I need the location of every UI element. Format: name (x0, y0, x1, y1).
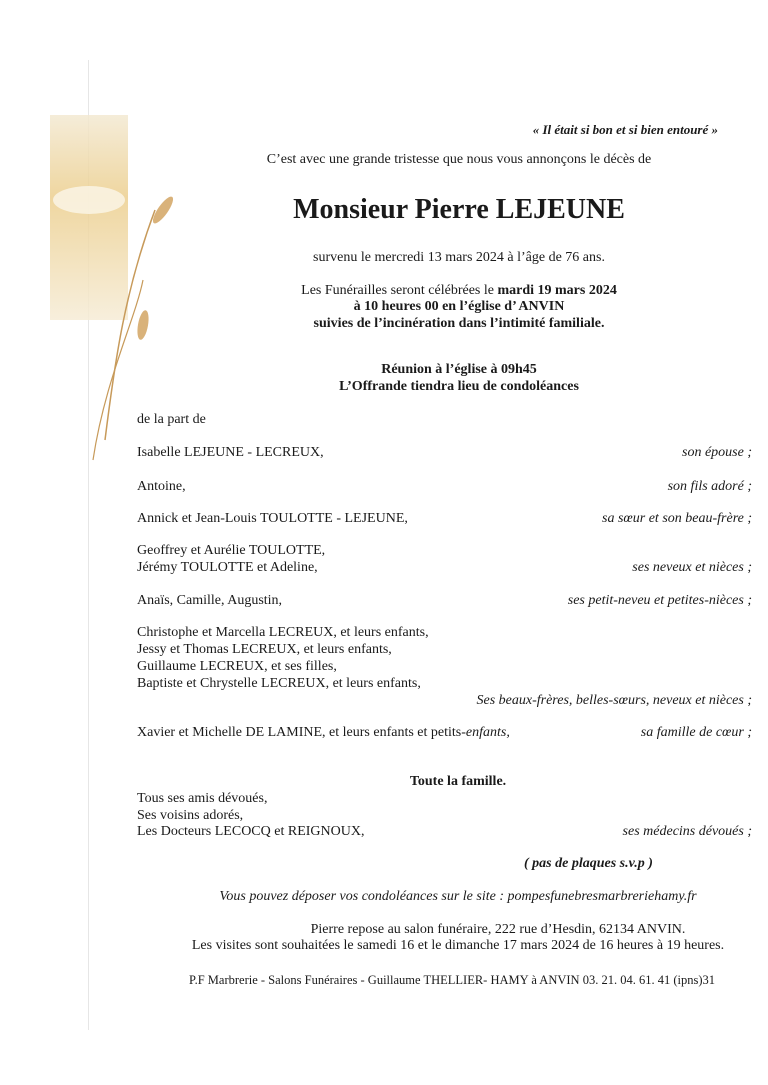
family-relation: ses neveux et nièces ; (632, 560, 752, 575)
whole-family: Toute la famille. (409, 774, 507, 789)
footer-funeral-home: P.F Marbrerie - Salons Funéraires - Guillaume THELLIER- HAMY à ANVIN 03. 21. 04. 61. 41 (ipns)31 (189, 973, 715, 987)
funeral-date: mardi 19 mars 2024 (497, 283, 617, 298)
funeral-line-3: suivies de l’incinération dans l’intimité familiale. (313, 316, 605, 331)
meeting-line-2: L’Offrande tiendra lieu de condoléances (339, 379, 579, 394)
intro-text: C’est avec une grande tristesse que nous vous annonçons le décès de (266, 152, 652, 167)
rest-place: Pierre repose au salon funéraire, 222 rue d’Hesdin, 62134 ANVIN. (310, 922, 686, 937)
friends-line: Ses voisins adorés, (137, 808, 244, 823)
family-name: Isabelle LEJEUNE - LECREUX, (137, 445, 324, 460)
family-relation: sa sœur et son beau-frère ; (602, 511, 752, 526)
no-plaques-note: ( pas de plaques s.v.p ) (524, 856, 653, 871)
family-name: Baptiste et Chrystelle LECREUX, et leurs enfants, (137, 676, 421, 691)
friends-line: Tous ses amis dévoués, (137, 791, 268, 806)
family-relation: ses petit-neveu et petites-nièces ; (567, 593, 752, 608)
family-name: Jessy et Thomas LECREUX, et leurs enfants, (137, 642, 392, 657)
family-name: Guillaume LECREUX, et ses filles, (137, 659, 337, 674)
family-name: Anaïs, Camille, Augustin, (137, 593, 283, 608)
friends-line: Les Docteurs LECOCQ et REIGNOUX, (137, 824, 365, 839)
doctors-relation: ses médecins dévoués ; (622, 824, 752, 839)
deceased-name: Monsieur Pierre LEJEUNE (293, 194, 625, 225)
family-name: Antoine, (137, 479, 186, 494)
condolences-note: Vous pouvez déposer vos condoléances sur le site : pompesfunebresmarbreriehamy.fr (219, 889, 697, 904)
funeral-line-1 (301, 283, 617, 299)
family-name (137, 725, 510, 741)
family-name: Christophe et Marcella LECREUX, et leurs enfants, (137, 625, 429, 640)
family-relation: son fils adoré ; (667, 479, 752, 494)
family-name: Geoffrey et Aurélie TOULOTTE, (137, 543, 326, 558)
meeting-line-1: Réunion à l’église à 09h45 (381, 362, 537, 377)
funeral-line-2: à 10 heures 00 en l’église d’ ANVIN (353, 299, 565, 314)
family-name-part: enfants, (465, 725, 510, 740)
funeral-prefix: Les Funérailles seront célébrées le (301, 283, 498, 298)
visits-info: Les visites sont souhaitées le samedi 16 et le dimanche 17 mars 2024 de 16 heures à 19 heures. (191, 938, 725, 953)
family-relation: sa famille de cœur ; (640, 725, 752, 740)
quote: « Il était si bon et si bien entouré » (532, 122, 718, 137)
family-relation: Ses beaux-frères, belles-sœurs, neveux et nièces ; (476, 693, 752, 708)
family-relation: son épouse ; (682, 445, 752, 460)
family-name-part: Xavier et Michelle DE LAMINE, et leurs enfants et petits- (137, 725, 466, 740)
family-name: Jérémy TOULOTTE et Adeline, (137, 560, 318, 575)
death-info: survenu le mercredi 13 mars 2024 à l’âge de 76 ans. (313, 250, 605, 265)
from-label: de la part de (137, 412, 206, 427)
family-name: Annick et Jean-Louis TOULOTTE - LEJEUNE, (137, 511, 408, 526)
